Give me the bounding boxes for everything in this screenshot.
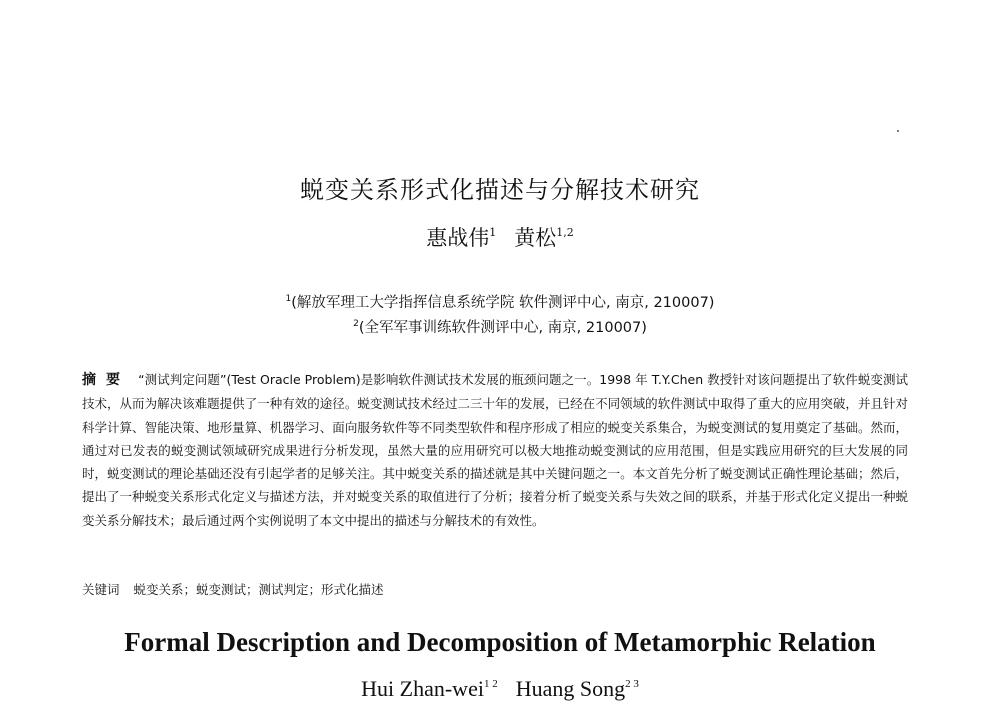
- abstract: [82, 368, 908, 532]
- author-affiliation-mark: 1 2: [483, 678, 498, 690]
- affiliation-text: (全军军事训练软件测评中心, 南京, 210007): [358, 320, 647, 336]
- scan-speck: [897, 130, 899, 132]
- chinese-title: 蜕变关系形式化描述与分解技术研究: [300, 176, 700, 204]
- author-affiliation-mark: 2 3: [625, 678, 639, 690]
- author-name: 惠战伟: [426, 226, 490, 250]
- keywords: [82, 580, 908, 598]
- keywords-text: 蜕变关系；蜕变测试；测试判定；形式化描述: [133, 582, 384, 597]
- author-affiliation-mark: 1: [489, 226, 497, 239]
- author-affiliation-mark: 1,2: [556, 226, 574, 239]
- author-name: 黄松: [514, 226, 557, 250]
- affiliation-2: [0, 316, 1000, 337]
- keywords-label: 关键词: [82, 582, 120, 597]
- english-title: Formal Description and Decomposition of Metamorphic Relation: [124, 627, 876, 657]
- affiliation-mark: 1: [285, 294, 292, 304]
- abstract-label: 摘要: [82, 372, 131, 388]
- english-authors: [0, 676, 1000, 702]
- author-name: Huang Song: [515, 676, 626, 701]
- affiliation-text: (解放军理工大学指挥信息系统学院 软件测评中心, 南京, 210007): [291, 295, 715, 311]
- affiliation-1: [0, 291, 1000, 312]
- author-name: Hui Zhan-wei: [361, 676, 484, 701]
- affiliation-mark: 2: [353, 319, 359, 329]
- chinese-authors: [0, 222, 1000, 252]
- abstract-text: “测试判定问题”(Test Oracle Problem)是影响软件测试技术发展的瓶颈问题之一。1998 年 T.Y.Chen 教授针对该问题提出了软件蜕变测试技术，从而为解决该难题提供了一种有效的途径。蜕变测试技术经过二三十年的发展，已经在不同领域的软件测试中取得了重大的应用突破，并且针对科学计算、智能决策、地形量算、机器学习、面向服务软件等不同类型软件和程序形成了相应的蜕变关系集合，为蜕变测试的复用奠定了基础。然而，通过对已发表的蜕变测试领域研究成果进行分析发现，虽然大量的应用研究可以极大地推动蜕变测试的应用范围，但是实践应用研究的巨大发展的同时，蜕变测试的理论基础还没有引起学者的足够关注。其中蜕变关系的描述就是其中关键问题之一。本文首先分析了蜕变测试正确性理论基础；然后，提出了一种蜕变关系形式化定义与描述方法，并对蜕变关系的取值进行了分析；接着分析了蜕变关系与失效之间的联系，并基于形式化定义提出一种蜕变关系分解技术；最后通过两个实例说明了本文中提出的描述与分解技术的有效性。: [82, 372, 909, 528]
